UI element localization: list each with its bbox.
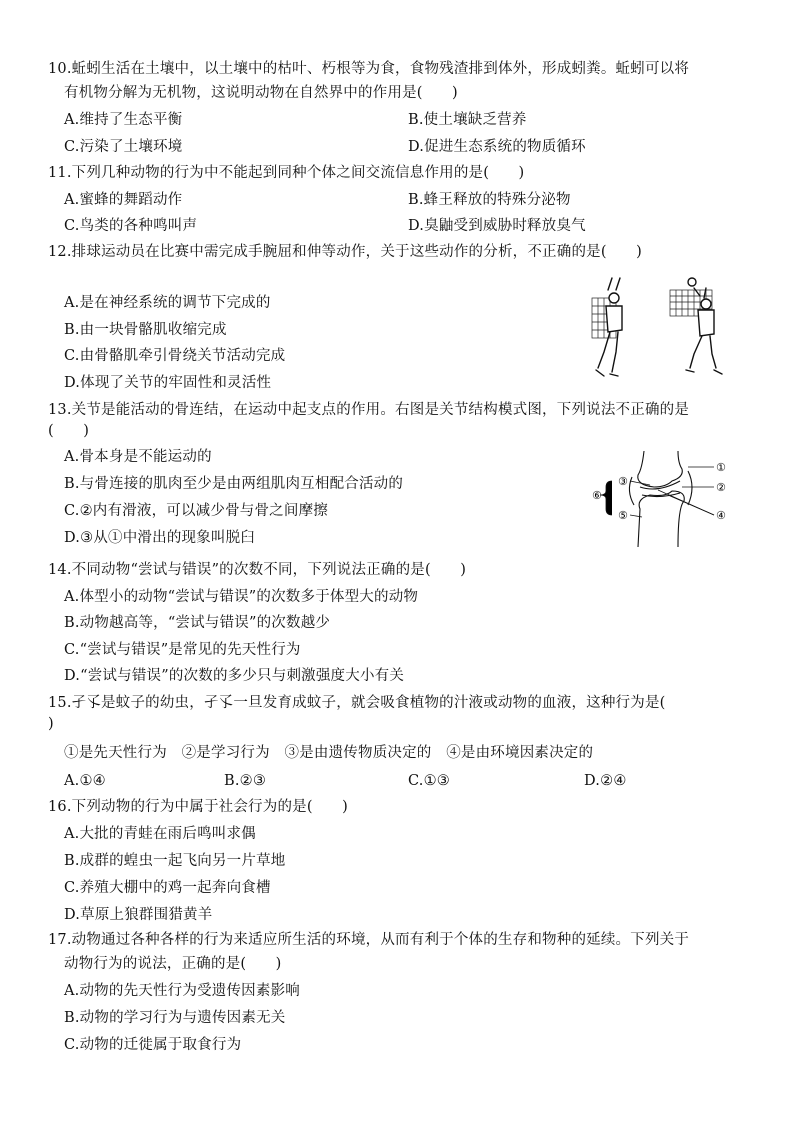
question-13-stem-line-1: 13.关节是能活动的骨连结，在运动中起支点的作用。右图是关节结构模式图，下列说法不正确的是 bbox=[48, 402, 690, 418]
question-15-option-a: A.①④ bbox=[64, 773, 106, 789]
question-16-option-d: D.草原上狼群围猎黄羊 bbox=[64, 907, 213, 923]
question-12-stem: 12.排球运动员在比赛中需完成手腕屈和伸等动作，关于这些动作的分析，不正确的是( ) bbox=[48, 244, 642, 260]
question-12-option-d: D.体现了关节的牢固性和灵活性 bbox=[64, 375, 272, 391]
question-15-stem-line-2: ) bbox=[48, 716, 54, 732]
question-15-option-b: B.②③ bbox=[224, 773, 267, 789]
question-15-option-d: D.②④ bbox=[584, 773, 627, 789]
question-10-stem-line-2: 有机物分解为无机物，这说明动物在自然界中的作用是( ) bbox=[64, 85, 458, 101]
joint-label-3: ③ bbox=[618, 475, 628, 488]
question-13-option-d: D.③从①中滑出的现象叫脱臼 bbox=[64, 530, 256, 546]
question-15-statements: ①是先天性行为 ②是学习行为 ③是由遗传物质决定的 ④是由环境因素决定的 bbox=[64, 745, 594, 761]
question-17-option-a: A.动物的先天性行为受遗传因素影响 bbox=[64, 983, 300, 999]
question-11-option-b: B.蜂王释放的特殊分泌物 bbox=[408, 192, 571, 208]
question-14-option-b: B.动物越高等，“尝试与错误”的次数越少 bbox=[64, 615, 331, 631]
question-14-option-d: D.“尝试与错误”的次数的多少只与刺激强度大小有关 bbox=[64, 668, 405, 684]
question-16-option-a: A.大批的青蛙在雨后鸣叫求偶 bbox=[64, 826, 256, 842]
question-15-stem-line-1: 15.孑孓是蚊子的幼虫，孑孓一旦发育成蚊子，就会吸食植物的汁液或动物的血液，这种行为是( bbox=[48, 695, 666, 711]
question-14-stem: 14.不同动物“尝试与错误”的次数不同，下列说法正确的是( ) bbox=[48, 562, 467, 578]
question-11-option-c: C.鸟类的各种鸣叫声 bbox=[64, 218, 198, 234]
question-17-option-b: B.动物的学习行为与遗传因素无关 bbox=[64, 1010, 286, 1026]
question-11-option-a: A.蜜蜂的舞蹈动作 bbox=[64, 192, 183, 208]
question-17-stem-line-1: 17.动物通过各种各样的行为来适应所生活的环境，从而有利于个体的生存和物种的延续。下列关于 bbox=[48, 932, 690, 948]
question-10-stem-line-1: 10.蚯蚓生活在土壤中，以土壤中的枯叶、朽根等为食，食物残渣排到体外，形成蚓粪。蚯蚓可以将 bbox=[48, 61, 690, 77]
question-10-option-b: B.使土壤缺乏营养 bbox=[408, 112, 527, 128]
question-12-option-b: B.由一块骨骼肌收缩完成 bbox=[64, 322, 227, 338]
question-12-option-c: C.由骨骼肌牵引骨绕关节活动完成 bbox=[64, 348, 286, 364]
joint-label-5: ⑤ bbox=[618, 509, 628, 522]
joint-label-1: ① bbox=[716, 461, 726, 474]
joint-label-2: ② bbox=[716, 481, 726, 494]
question-14-option-c: C.“尝试与错误”是常见的先天性行为 bbox=[64, 642, 301, 658]
question-10-option-c: C.污染了土壤环境 bbox=[64, 139, 183, 155]
joint-structure-diagram bbox=[592, 447, 742, 551]
joint-label-6: ⑥ bbox=[592, 489, 602, 502]
joint-label-4: ④ bbox=[716, 509, 726, 522]
question-16-option-b: B.成群的蝗虫一起飞向另一片草地 bbox=[64, 853, 286, 869]
question-11-stem: 11.下列几种动物的行为中不能起到同种个体之间交流信息作用的是( ) bbox=[48, 165, 525, 181]
question-16-option-c: C.养殖大棚中的鸡一起奔向食槽 bbox=[64, 880, 271, 896]
question-13-stem-line-2: ( ) bbox=[48, 423, 90, 439]
question-13-option-a: A.骨本身是不能运动的 bbox=[64, 449, 212, 465]
question-13-option-c: C.②内有滑液，可以减少骨与骨之间摩擦 bbox=[64, 503, 328, 519]
question-10-option-a: A.维持了生态平衡 bbox=[64, 112, 183, 128]
question-15-option-c: C.①③ bbox=[408, 773, 450, 789]
question-12-option-a: A.是在神经系统的调节下完成的 bbox=[64, 295, 271, 311]
question-11-option-d: D.臭鼬受到威胁时释放臭气 bbox=[408, 218, 586, 234]
question-10-option-d: D.促进生态系统的物质循环 bbox=[408, 139, 586, 155]
question-17-stem-line-2: 动物行为的说法，正确的是( ) bbox=[64, 956, 282, 972]
question-13-option-b: B.与骨连接的肌肉至少是由两组肌肉互相配合活动的 bbox=[64, 476, 404, 492]
question-16-stem: 16.下列动物的行为中属于社会行为的是( ) bbox=[48, 799, 348, 815]
volleyball-player-illustration bbox=[586, 276, 728, 388]
question-17-option-c: C.动物的迁徙属于取食行为 bbox=[64, 1037, 242, 1053]
question-14-option-a: A.体型小的动物“尝试与错误”的次数多于体型大的动物 bbox=[64, 589, 419, 605]
